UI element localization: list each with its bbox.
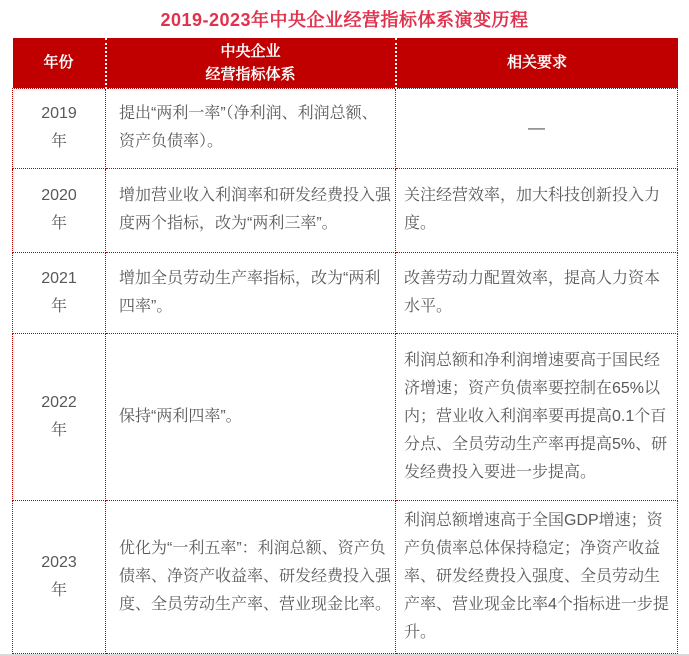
indicator-evolution-table xyxy=(12,38,678,654)
year-cell xyxy=(13,333,106,500)
requirement-cell: 利润总额和净利润增速要高于国民经济增速；资产负债率要控制在65%以内；营业收入利润率要再提高0.1个百分点、全员劳动生产率再提高5%、研发经费投入要进一步提高。 xyxy=(396,333,678,500)
header-year: 年份 xyxy=(13,38,106,88)
table-row-2019 xyxy=(13,88,678,168)
year-cell xyxy=(13,168,106,252)
year-cell xyxy=(13,88,106,168)
page-title: 2019-2023年中央企业经营指标体系演变历程 xyxy=(160,10,529,30)
year-number: 2022 xyxy=(41,393,77,411)
table-row-2023 xyxy=(13,500,678,653)
table-row-2022 xyxy=(13,333,678,500)
system-cell: 保持“两利四率”。 xyxy=(106,333,396,500)
table-header xyxy=(13,38,678,88)
year-cell xyxy=(13,500,106,653)
year-cell xyxy=(13,252,106,333)
requirement-cell: 关注经营效率，加大科技创新投入力度。 xyxy=(396,168,678,252)
system-cell: 提出“两利一率”（净利润、利润总额、资产负债率）。 xyxy=(106,88,396,168)
system-cell: 优化为“一利五率”：利润总额、资产负债率、净资产收益率、研发经费投入强度、全员劳动生产率、营业现金比率。 xyxy=(106,500,396,653)
requirement-cell: 改善劳动力配置效率，提高人力资本水平。 xyxy=(396,252,678,333)
header-row xyxy=(13,38,678,88)
requirement-cell: 利润总额增速高于全国GDP增速；资产负债率总体保持稳定；净资产收益率、研发经费投入强度、全员劳动生产率、营业现金比率4个指标进一步提升。 xyxy=(396,500,678,653)
header-system-line2: 经营指标体系 xyxy=(205,65,296,83)
system-cell: 增加营业收入利润率和研发经费投入强度两个指标，改为“两利三率”。 xyxy=(106,168,396,252)
header-requirement: 相关要求 xyxy=(396,38,678,88)
year-number: 2020 xyxy=(41,187,77,204)
system-cell: 增加全员劳动生产率指标，改为“两利四率”。 xyxy=(106,252,396,333)
table-row-2020 xyxy=(13,168,678,252)
year-suffix: 年 xyxy=(50,421,67,439)
year-number: 2019 xyxy=(41,105,77,122)
year-number: 2023 xyxy=(41,553,77,571)
year-suffix: 年 xyxy=(50,581,67,599)
header-system xyxy=(106,38,396,88)
year-suffix: 年 xyxy=(50,297,67,315)
requirement-cell: — xyxy=(396,88,678,168)
year-suffix: 年 xyxy=(50,133,67,150)
table-row-2021 xyxy=(13,252,678,333)
header-system-line1: 中央企业 xyxy=(220,42,281,60)
year-suffix: 年 xyxy=(50,215,67,232)
year-number: 2021 xyxy=(41,269,77,287)
